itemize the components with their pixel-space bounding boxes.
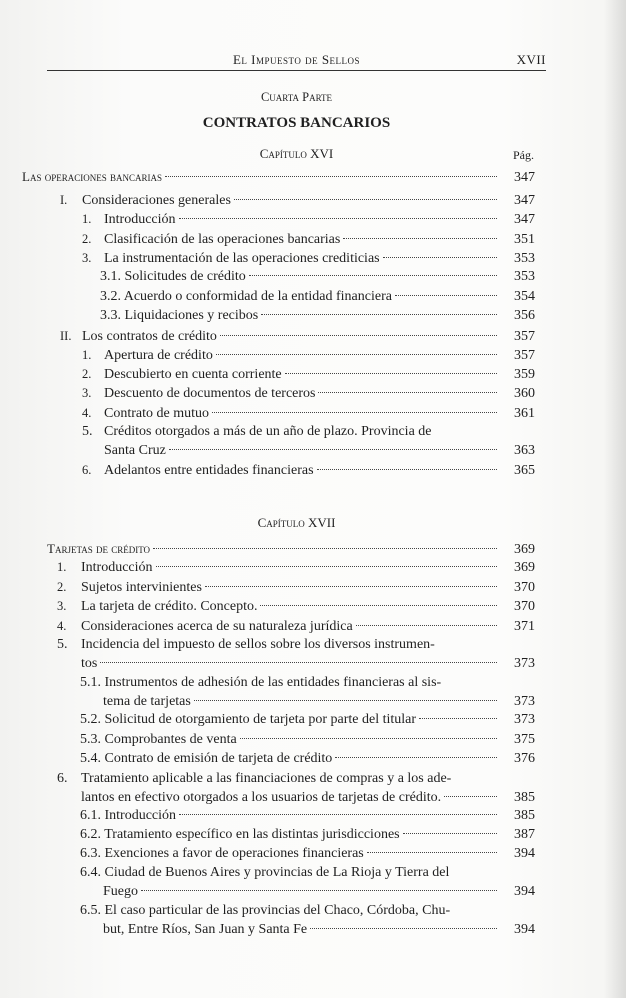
toc-entry-label: Introducción: [81, 560, 153, 575]
toc-leader-dots: [249, 275, 497, 276]
toc-entry: [22, 168, 535, 186]
toc-leader-dots: [367, 852, 497, 853]
toc-entry-number: I.: [60, 193, 68, 207]
running-head-title: El Impuesto de Sellos: [232, 52, 361, 67]
toc-entry-number: 3.: [57, 599, 67, 613]
toc-entry-continuation: tos: [81, 656, 98, 671]
toc-page-number: 365: [514, 463, 535, 478]
toc-leader-dots: [156, 566, 497, 567]
toc-entry-label: 3.2. Acuerdo o conformidad de la entidad financiera: [100, 289, 392, 304]
toc-entry-number: 4.: [57, 619, 67, 633]
toc-entry-number: 3.: [82, 386, 92, 400]
page-folio: XVII: [516, 52, 546, 67]
toc-leader-dots: [343, 238, 497, 239]
page-column-label: Pág.: [513, 148, 534, 162]
toc-entry: [47, 540, 535, 558]
toc-entry-label: Créditos otorgados a más de un año de plazo. Provincia de: [104, 424, 432, 439]
toc-entry: [81, 655, 535, 673]
toc-entry-label: Incidencia del impuesto de sellos sobre los diversos instrumen-: [81, 637, 435, 652]
toc-leader-dots: [260, 605, 497, 606]
toc-page-number: 373: [514, 712, 535, 727]
toc-page-number: 373: [514, 694, 535, 709]
toc-leader-dots: [153, 548, 497, 549]
toc-page-number: 394: [514, 922, 535, 937]
toc-entry-line: [80, 864, 449, 882]
toc-leader-dots: [335, 757, 497, 758]
toc-entry-label: Tratamiento aplicable a las financiaciones de compras y a los ade-: [81, 771, 452, 786]
toc-entry: [80, 826, 535, 844]
toc-page-number: 385: [514, 790, 535, 805]
toc-entry: [80, 731, 535, 749]
part-title: Cuarta Parte: [260, 90, 333, 104]
toc-leader-dots: [317, 469, 497, 470]
toc-page-number: 371: [514, 619, 535, 634]
toc-entry: [103, 921, 535, 939]
running-head: [47, 52, 546, 70]
toc-entry: [100, 268, 535, 286]
toc-entry-number: 2.: [82, 232, 92, 246]
toc-entry-label: 3.1. Solicitudes de crédito: [100, 269, 246, 284]
toc-entry-label: 3.3. Liquidaciones y recibos: [100, 308, 259, 323]
toc-entry-continuation: but, Entre Ríos, San Juan y Santa Fe: [103, 922, 308, 937]
toc-leader-dots: [169, 449, 497, 450]
toc-entry: [81, 789, 535, 807]
toc-entry-label: 5.3. Comprobantes de venta: [80, 732, 237, 747]
toc-page-number: 370: [514, 599, 535, 614]
toc-entry-label: La instrumentación de las operaciones crediticias: [104, 251, 380, 266]
header-rule: [47, 70, 546, 71]
toc-entry-label: 5.4. Contrato de emisión de tarjeta de crédito: [80, 751, 333, 766]
toc-entry-label: 5.2. Solicitud de otorgamiento de tarjeta por parte del titular: [80, 712, 417, 727]
toc-entry-label: Introducción: [104, 212, 176, 227]
toc-page-number: 353: [514, 269, 535, 284]
toc-page-number: 354: [514, 289, 535, 304]
toc-page-number: 347: [514, 170, 535, 185]
chapter-xvii-title: Capítulo XVII: [257, 515, 336, 530]
toc-page-number: 347: [514, 212, 535, 227]
toc-page-number: 394: [514, 846, 535, 861]
toc-entry-label: Descuento de documentos de terceros: [104, 386, 316, 401]
toc-entry: [80, 807, 535, 825]
toc-entry: [100, 307, 535, 325]
toc-leader-dots: [318, 392, 497, 393]
toc-entry-number: 1.: [82, 348, 92, 362]
toc-entry-line: [57, 636, 435, 654]
toc-entry-continuation: lantos en efectivo otorgados a los usuarios de tarjetas de crédito.: [81, 790, 442, 805]
toc-entry-label: Consideraciones generales: [82, 193, 231, 208]
toc-page-number: 370: [514, 580, 535, 595]
toc-page-number: 373: [514, 656, 535, 671]
toc-entry-label: 6.3. Exenciones a favor de operaciones financieras: [80, 846, 364, 861]
toc-leader-dots: [403, 833, 497, 834]
toc-entry-label: 6.2. Tratamiento específico en las distintas jurisdicciones: [80, 827, 400, 842]
toc-page-number: 361: [514, 406, 535, 421]
toc-leader-dots: [212, 412, 497, 413]
toc-entry-label: 5.1. Instrumentos de adhesión de las entidades financieras al sis-: [80, 675, 442, 690]
toc-entry: [82, 404, 535, 422]
toc-entry-label: Adelantos entre entidades financieras: [104, 463, 314, 478]
toc-entry-label: Descubierto en cuenta corriente: [104, 367, 282, 382]
toc-leader-dots: [234, 199, 497, 200]
toc-leader-dots: [141, 890, 497, 891]
toc-entry: [103, 693, 535, 711]
toc-entry-number: 6.: [82, 463, 92, 477]
toc-page-number: 387: [514, 827, 535, 842]
toc-entry-continuation: Santa Cruz: [104, 443, 166, 458]
toc-page-number: 353: [514, 251, 535, 266]
toc-page-number: 376: [514, 751, 535, 766]
toc-entry: [57, 597, 535, 615]
toc-leader-dots: [285, 373, 497, 374]
toc-entry-number: 6.: [57, 771, 68, 786]
toc-entry: [100, 288, 535, 306]
toc-entry-label: Consideraciones acerca de su naturaleza jurídica: [81, 619, 353, 634]
toc-leader-dots: [444, 796, 497, 797]
toc-page-number: 347: [514, 193, 535, 208]
toc-leader-dots: [383, 257, 497, 258]
toc-leader-dots: [419, 718, 497, 719]
toc-entry: [80, 845, 535, 863]
toc-entry-line: [57, 770, 451, 788]
toc-leader-dots: [165, 176, 497, 177]
toc-leader-dots: [179, 814, 497, 815]
toc-leader-dots: [216, 354, 497, 355]
toc-entry-label: Tarjetas de crédito: [47, 541, 151, 556]
toc-entry: [80, 750, 535, 768]
toc-entry: [60, 191, 535, 209]
toc-entry-line: [80, 902, 450, 920]
toc-page-number: 357: [514, 348, 535, 363]
toc-entry: [80, 711, 535, 729]
toc-leader-dots: [356, 625, 497, 626]
toc-entry-number: 4.: [82, 406, 92, 420]
toc-page-number: 385: [514, 808, 535, 823]
toc-entry-number: 2.: [57, 580, 67, 594]
toc-leader-dots: [205, 586, 497, 587]
toc-entry-number: 5.: [82, 424, 93, 439]
toc-entry-number: 1.: [82, 212, 92, 226]
toc-entry-label: 6.1. Introducción: [80, 808, 177, 823]
toc-entry-label: 6.4. Ciudad de Buenos Aires y provincias de La Rioja y Tierra del: [80, 865, 450, 880]
toc-entry-number: II.: [60, 329, 72, 343]
toc-entry: [82, 249, 535, 267]
toc-page-number: 359: [514, 367, 535, 382]
toc-leader-dots: [310, 928, 497, 929]
toc-entry-line: [80, 674, 441, 692]
toc-leader-dots: [220, 335, 497, 336]
toc-entry-label: Las operaciones bancarias: [22, 169, 162, 184]
toc-entry-label: La tarjeta de crédito. Concepto.: [81, 599, 258, 614]
toc-entry: [82, 461, 535, 479]
toc-entry: [82, 384, 535, 402]
toc-entry-number: 2.: [82, 367, 92, 381]
toc-entry: [60, 327, 535, 345]
toc-page-number: 369: [514, 560, 535, 575]
toc-entry: [82, 365, 535, 383]
toc-entry-number: 3.: [82, 251, 92, 265]
toc-leader-dots: [261, 314, 497, 315]
toc-leader-dots: [179, 218, 497, 219]
section-heading: CONTRATOS BANCARIOS: [202, 115, 391, 131]
toc-page-number: 369: [514, 542, 535, 557]
toc-entry: [82, 346, 535, 364]
toc-entry-label: Apertura de crédito: [104, 348, 213, 363]
toc-page-number: 351: [514, 232, 535, 247]
toc-entry: [57, 578, 535, 596]
toc-entry-line: [82, 423, 432, 441]
toc-entry-label: Clasificación de las operaciones bancarias: [104, 232, 341, 247]
toc-entry-number: 5.: [57, 637, 68, 652]
toc-page-number: 360: [514, 386, 535, 401]
toc-entry-label: Contrato de mutuo: [104, 406, 209, 421]
toc-entry-continuation: tema de tarjetas: [103, 694, 191, 709]
toc-leader-dots: [100, 662, 497, 663]
chapter-xvi-title: Capítulo XVI: [259, 146, 334, 161]
toc-entry: [82, 210, 535, 228]
toc-entry: [82, 230, 535, 248]
toc-page-number: 363: [514, 443, 535, 458]
toc-entry-label: Los contratos de crédito: [82, 329, 217, 344]
toc-page-number: 356: [514, 308, 535, 323]
toc-entry: [104, 442, 535, 460]
toc-entry-number: 1.: [57, 560, 67, 574]
toc-entry-label: 6.5. El caso particular de las provincias del Chaco, Córdoba, Chu-: [80, 903, 451, 918]
toc-page-number: 394: [514, 884, 535, 899]
toc-entry: [57, 558, 535, 576]
toc-entry: [57, 617, 535, 635]
page-gutter-shadow: [604, 0, 626, 998]
toc-entry-continuation: Fuego: [103, 884, 138, 899]
toc-leader-dots: [194, 700, 497, 701]
toc-leader-dots: [395, 295, 497, 296]
toc-page-number: 375: [514, 732, 535, 747]
toc-entry-label: Sujetos intervinientes: [81, 580, 202, 595]
toc-leader-dots: [240, 738, 497, 739]
toc-page-number: 357: [514, 329, 535, 344]
toc-entry: [103, 883, 535, 901]
